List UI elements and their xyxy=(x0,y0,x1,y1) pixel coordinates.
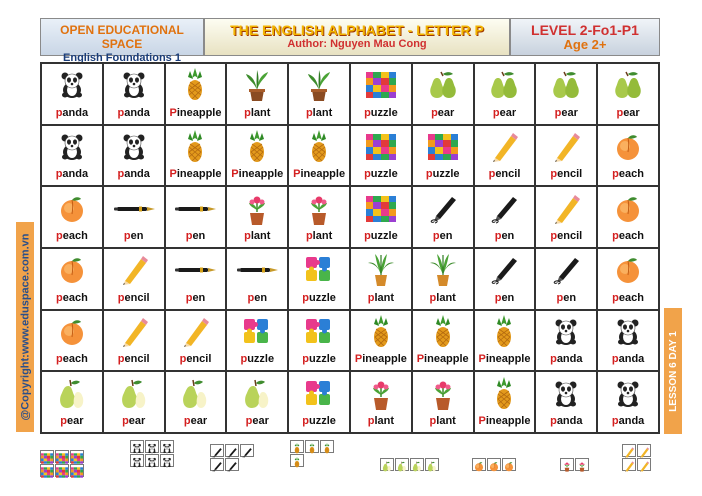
fountain-pen-icon xyxy=(227,249,287,292)
vocab-card xyxy=(535,186,597,248)
vocabulary-grid xyxy=(40,62,660,434)
vocab-word: peach xyxy=(612,230,644,242)
lesson-sidebar xyxy=(664,308,682,434)
vocab-word: Pineapple xyxy=(293,168,346,181)
vocab-card xyxy=(597,63,659,125)
vocab-word: plant xyxy=(429,415,456,427)
vocab-card xyxy=(412,186,474,248)
fountain-pen-icon xyxy=(166,187,226,230)
header-middle-panel xyxy=(204,18,510,56)
vocab-card xyxy=(288,63,350,125)
vocab-word: pencil xyxy=(179,353,212,366)
vocab-word: plant xyxy=(244,230,271,242)
vocab-card xyxy=(226,186,288,248)
level-label: LEVEL 2-Fo1-P1 xyxy=(531,22,639,38)
age-label: Age 2+ xyxy=(563,37,607,52)
vocab-card xyxy=(165,186,227,248)
mini-card xyxy=(487,458,501,471)
mini-card xyxy=(472,458,486,471)
vocab-word: Pineapple xyxy=(231,168,284,181)
vocab-word: plant xyxy=(244,106,271,119)
vocab-word: puzzle xyxy=(425,168,460,181)
vocab-word: pen xyxy=(494,230,515,242)
pineapple-icon xyxy=(475,372,535,415)
mini-card xyxy=(145,440,159,453)
vocab-word: pen xyxy=(247,291,268,304)
org-title: OPEN EDUCATIONAL SPACE xyxy=(60,23,184,51)
vocab-word: Pineapple xyxy=(169,106,222,119)
vocab-card xyxy=(288,310,350,372)
vocab-card xyxy=(41,63,103,125)
panda-icon xyxy=(598,311,658,354)
vocab-word: Pineapple xyxy=(169,168,222,181)
pear-icon xyxy=(227,372,287,415)
mini-card xyxy=(130,454,144,467)
vocab-word: puzzle xyxy=(240,353,275,366)
vocab-card xyxy=(350,248,412,310)
vocab-word: pear xyxy=(492,106,517,119)
mini-card xyxy=(637,444,651,457)
vocab-word: pear xyxy=(616,106,640,119)
mini-card xyxy=(40,464,54,477)
copyright-text: @Copyright:www.eduspace.com.vn xyxy=(19,233,31,421)
mini-card xyxy=(560,458,574,471)
vocab-card xyxy=(41,248,103,310)
vocab-word: plant xyxy=(305,106,333,119)
puzzle-pieces-icon xyxy=(227,311,287,354)
vocab-card xyxy=(597,248,659,310)
panda-icon xyxy=(42,126,102,169)
vocab-card xyxy=(103,248,165,310)
vocab-word: panda xyxy=(117,168,150,181)
mini-card xyxy=(70,450,84,463)
mini-card xyxy=(320,440,334,453)
vocab-word: pen xyxy=(432,230,453,242)
mini-card xyxy=(305,440,319,453)
vocab-card xyxy=(350,371,412,433)
vocab-card xyxy=(41,125,103,187)
vocab-card xyxy=(350,125,412,187)
vocab-card xyxy=(103,186,165,248)
card-thumbnails-row xyxy=(40,440,660,492)
lesson-text: LESSON 6 DAY 1 xyxy=(667,330,679,412)
panda-icon xyxy=(598,372,658,415)
mini-card xyxy=(410,458,424,471)
mini-card xyxy=(40,450,54,463)
vocab-card xyxy=(226,248,288,310)
mini-card xyxy=(290,440,304,453)
vocab-word: plant xyxy=(305,230,333,242)
mini-card xyxy=(290,454,304,467)
vocab-word: panda xyxy=(550,415,583,427)
pineapple-icon xyxy=(166,126,226,169)
vocab-word: pear xyxy=(183,415,208,427)
peach-icon xyxy=(42,187,102,230)
vocab-card xyxy=(412,248,474,310)
vocab-card xyxy=(597,125,659,187)
panda-icon xyxy=(536,372,596,415)
mini-card xyxy=(70,464,84,477)
mini-card xyxy=(502,458,516,471)
pen-icon xyxy=(413,187,473,230)
vocab-card xyxy=(474,63,536,125)
pineapple-icon xyxy=(227,126,287,169)
vocab-card xyxy=(288,186,350,248)
pineapple-icon xyxy=(166,64,226,107)
pears-icon xyxy=(475,64,535,107)
plant-icon xyxy=(289,64,349,107)
puzzle-grid-icon xyxy=(413,126,473,169)
copyright-sidebar xyxy=(16,222,34,432)
mini-card xyxy=(240,444,254,457)
vocab-card xyxy=(474,248,536,310)
flower-pot-icon xyxy=(289,187,349,230)
vocab-word: plant xyxy=(367,415,395,427)
pear-icon xyxy=(42,372,102,415)
vocab-word: panda xyxy=(611,353,645,366)
vocab-card xyxy=(288,371,350,433)
pencil-icon xyxy=(536,187,596,230)
header-left-panel xyxy=(40,18,204,64)
pear-icon xyxy=(104,372,164,415)
pineapple-icon xyxy=(351,311,411,354)
vocab-card xyxy=(474,371,536,433)
header-right-panel xyxy=(510,18,660,56)
puzzle-pieces-icon xyxy=(289,372,349,415)
card-thumbnail-group xyxy=(380,458,439,471)
vocab-card xyxy=(288,125,350,187)
palm-plant-icon xyxy=(413,249,473,292)
plant-icon xyxy=(227,64,287,107)
puzzle-pieces-icon xyxy=(289,311,349,354)
vocab-card xyxy=(350,63,412,125)
vocab-card xyxy=(597,310,659,372)
pears-icon xyxy=(413,64,473,107)
pencil-icon xyxy=(536,126,596,169)
mini-card xyxy=(575,458,589,471)
vocab-card xyxy=(103,371,165,433)
vocab-word: plant xyxy=(367,291,395,304)
vocab-card xyxy=(226,125,288,187)
vocab-word: pear xyxy=(554,106,578,119)
vocab-word: Pineapple xyxy=(416,353,469,366)
vocab-word: panda xyxy=(611,415,645,427)
vocab-word: puzzle xyxy=(302,415,336,427)
mini-card xyxy=(130,440,144,453)
vocab-word: panda xyxy=(55,106,89,119)
mini-card xyxy=(55,450,69,463)
vocab-word: pencil xyxy=(550,168,583,181)
card-thumbnail-group xyxy=(130,440,174,467)
vocab-card xyxy=(165,63,227,125)
vocab-card xyxy=(474,186,536,248)
peach-icon xyxy=(598,249,658,292)
pencil-icon xyxy=(104,311,164,354)
mini-card xyxy=(622,458,636,471)
vocab-card xyxy=(535,63,597,125)
vocab-word: pen xyxy=(185,230,206,242)
mini-card xyxy=(225,444,239,457)
vocab-word: peach xyxy=(55,230,88,242)
peach-icon xyxy=(598,126,658,169)
vocab-word: pencil xyxy=(550,230,583,242)
vocab-word: puzzle xyxy=(302,353,336,366)
vocab-card xyxy=(165,125,227,187)
vocab-card xyxy=(597,371,659,433)
vocab-word: peach xyxy=(55,291,88,304)
flower-pot-icon xyxy=(413,372,473,415)
vocab-card xyxy=(165,371,227,433)
vocab-card xyxy=(412,63,474,125)
vocab-card xyxy=(103,63,165,125)
mini-card xyxy=(160,440,174,453)
vocab-word: pen xyxy=(494,291,515,304)
vocab-card xyxy=(535,310,597,372)
puzzle-pieces-icon xyxy=(289,249,349,292)
card-thumbnail-group xyxy=(472,458,516,471)
mini-card xyxy=(395,458,409,471)
vocab-card xyxy=(41,310,103,372)
pencil-icon xyxy=(166,311,226,354)
vocab-word: peach xyxy=(612,168,644,181)
vocab-card xyxy=(165,310,227,372)
vocab-card xyxy=(535,371,597,433)
vocab-card xyxy=(412,310,474,372)
mini-card xyxy=(160,454,174,467)
vocab-word: puzzle xyxy=(364,230,398,242)
vocab-word: pencil xyxy=(117,291,150,304)
panda-icon xyxy=(104,64,164,107)
puzzle-grid-icon xyxy=(351,126,411,169)
vocab-card xyxy=(226,371,288,433)
vocab-word: pear xyxy=(122,415,146,427)
vocab-word: pear xyxy=(245,415,269,427)
vocab-word: Pineapple xyxy=(354,353,407,366)
mini-card xyxy=(145,454,159,467)
pencil-icon xyxy=(475,126,535,169)
pineapple-icon xyxy=(475,311,535,354)
vocab-word: pen xyxy=(123,230,144,242)
vocab-word: pen xyxy=(556,291,577,304)
peach-icon xyxy=(598,187,658,230)
fountain-pen-icon xyxy=(104,187,164,230)
mini-card xyxy=(637,458,651,471)
mini-card xyxy=(380,458,394,471)
panda-icon xyxy=(42,64,102,107)
vocab-card xyxy=(165,248,227,310)
vocab-card xyxy=(474,310,536,372)
peach-icon xyxy=(42,249,102,292)
vocab-word: peach xyxy=(55,353,88,366)
pears-icon xyxy=(598,64,658,107)
peach-icon xyxy=(42,311,102,354)
mini-card xyxy=(210,458,224,471)
vocab-word: panda xyxy=(117,106,150,119)
pineapple-icon xyxy=(289,126,349,169)
pen-icon xyxy=(475,187,535,230)
vocab-card xyxy=(350,186,412,248)
vocab-word: pencil xyxy=(488,168,521,181)
palm-plant-icon xyxy=(351,249,411,292)
vocab-word: puzzle xyxy=(364,168,398,181)
pears-icon xyxy=(536,64,596,107)
puzzle-grid-icon xyxy=(351,64,411,107)
vocab-word: panda xyxy=(550,353,583,366)
panda-icon xyxy=(536,311,596,354)
vocab-card xyxy=(288,248,350,310)
vocab-word: pencil xyxy=(117,353,150,366)
vocab-card xyxy=(103,310,165,372)
card-thumbnail-group xyxy=(210,444,254,471)
vocab-card xyxy=(226,310,288,372)
vocab-word: puzzle xyxy=(364,106,398,119)
card-thumbnail-group xyxy=(622,444,651,471)
vocab-word: Pineapple xyxy=(478,353,531,366)
pear-icon xyxy=(166,372,226,415)
panda-icon xyxy=(104,126,164,169)
puzzle-grid-icon xyxy=(351,187,411,230)
pencil-icon xyxy=(104,249,164,292)
vocab-word: puzzle xyxy=(302,291,336,304)
vocab-word: pear xyxy=(60,415,84,427)
vocab-card xyxy=(226,63,288,125)
vocab-card xyxy=(597,186,659,248)
vocab-card xyxy=(350,310,412,372)
flower-pot-icon xyxy=(351,372,411,415)
vocab-card xyxy=(41,186,103,248)
vocab-card xyxy=(535,248,597,310)
vocab-card xyxy=(474,125,536,187)
course-title: English Foundations 1 xyxy=(63,52,181,64)
mini-card xyxy=(225,458,239,471)
fountain-pen-icon xyxy=(166,249,226,292)
mini-card xyxy=(622,444,636,457)
worksheet-title: THE ENGLISH ALPHABET - LETTER P xyxy=(230,22,484,38)
vocab-word: plant xyxy=(429,291,456,304)
pen-icon xyxy=(536,249,596,292)
vocab-word: panda xyxy=(55,168,89,181)
mini-card xyxy=(210,444,224,457)
vocab-card xyxy=(41,371,103,433)
card-thumbnail-group xyxy=(40,450,84,477)
author-line: Author: Nguyen Mau Cong xyxy=(287,38,427,50)
vocab-card xyxy=(103,125,165,187)
vocab-card xyxy=(412,371,474,433)
vocab-word: pen xyxy=(185,291,206,304)
pineapple-icon xyxy=(413,311,473,354)
pen-icon xyxy=(475,249,535,292)
vocab-word: peach xyxy=(612,291,644,304)
vocab-card xyxy=(535,125,597,187)
card-thumbnail-group xyxy=(560,458,589,471)
flower-pot-icon xyxy=(227,187,287,230)
vocab-word: Pineapple xyxy=(478,415,531,427)
mini-card xyxy=(425,458,439,471)
mini-card xyxy=(55,464,69,477)
vocab-card xyxy=(412,125,474,187)
card-thumbnail-group xyxy=(290,440,334,467)
vocab-word: pear xyxy=(431,106,455,119)
